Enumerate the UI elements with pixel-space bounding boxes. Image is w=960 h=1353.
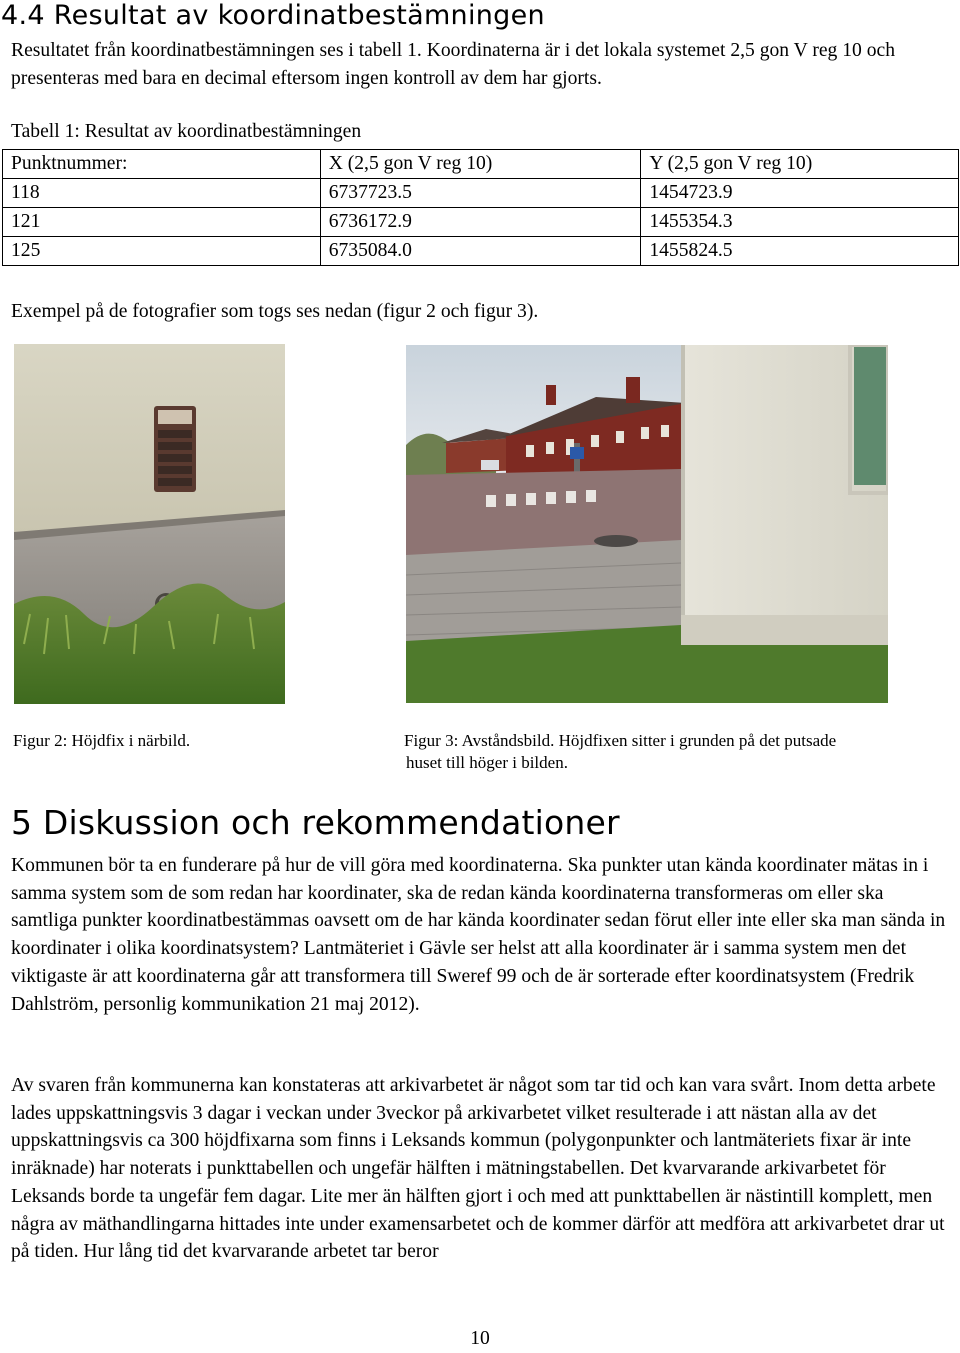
figure-3-caption xyxy=(404,730,944,774)
table-row xyxy=(3,208,959,237)
table-caption: Tabell 1: Resultat av koordinatbestämningen xyxy=(11,121,362,142)
intro-paragraph: Resultatet från koordinatbestämningen ses i tabell 1. Koordinaterna är i det lokala systemet 2,5 gon V reg 10 och presenteras med bara en decimal eftersom ingen kontroll av dem har gjorts. xyxy=(11,40,896,89)
figure-2-caption: Figur 2: Höjdfix i närbild. xyxy=(13,731,191,750)
page-number: 10 xyxy=(470,1328,490,1349)
table-header-row xyxy=(3,150,959,179)
section-heading-5: 5 Diskussion och rekommendationer xyxy=(11,803,620,842)
column-header-point-number: Punktnummer: xyxy=(3,150,321,179)
table-cell-y: 1454723.9 xyxy=(641,179,959,208)
table-cell-point: 121 xyxy=(3,208,321,237)
table-cell-x: 6735084.0 xyxy=(320,237,641,266)
coordinate-results-table xyxy=(2,149,959,266)
figure-2-benchmark-closeup-photo xyxy=(14,344,285,704)
figure-3-distance-view-photo xyxy=(406,345,888,703)
examples-paragraph: Exempel på de fotografier som togs ses nedan (figur 2 och figur 3). xyxy=(11,301,539,322)
table-cell-x: 6737723.5 xyxy=(320,179,641,208)
table-cell-point: 125 xyxy=(3,237,321,266)
table-row xyxy=(3,179,959,208)
table-cell-y: 1455824.5 xyxy=(641,237,959,266)
table-cell-point: 118 xyxy=(3,179,321,208)
column-header-y: Y (2,5 gon V reg 10) xyxy=(641,150,959,179)
table-cell-x: 6736172.9 xyxy=(320,208,641,237)
table-cell-y: 1455354.3 xyxy=(641,208,959,237)
discussion-paragraph-1: Kommunen bör ta en funderare på hur de vill göra med koordinaterna. Ska punkter utan kända koordinater mätas in i samma system som de som redan har koordinater, ska de redan kända koordinaterna transformeras om eller ska samtliga punkter koordinatbestämmas oavsett om de har kända koordinater sedan förut eller inte eller ska man sända in koordinater i olika koordinatsystem? Lantmäteriet i Gävle ser helst att alla koordinater är i samma system men det viktigaste är att koordinaterna går att transformera till Sweref 99 och de är sorterade efter koordinatsystem (Fredrik Dahlström, personlig kommunikation 21 maj 2012). xyxy=(11,855,946,1015)
figure-3-caption-line2: huset till höger i bilden. xyxy=(406,753,568,772)
column-header-x: X (2,5 gon V reg 10) xyxy=(320,150,641,179)
figure-3-caption-line1: Figur 3: Avståndsbild. Höjdfixen sitter i grunden på det putsade xyxy=(404,731,837,750)
section-heading-4-4: 4.4 Resultat av koordinatbestämningen xyxy=(1,0,545,31)
table-row xyxy=(3,237,959,266)
discussion-paragraph-2: Av svaren från kommunerna kan konstateras att arkivarbetet är något som tar tid och kan vara svårt. Inom detta arbete lades uppskattningsvis 3 dagar i veckan under 3veckor på arkivarbetet vilket resulterade i att nästan alla av det uppskattningsvis ca 300 höjdfixarna som finns i Leksands kommun (polygonpunkter och lantmäteriets fixar är inte inräknade) har noterats i punkttabellen och ungefär hälften i mätningstabellen. Det kvarvarande arkivarbetet för Leksands borde ta ungefär fem dagar. Lite mer än hälften gjort i och med att punkttabellen är nästintill komplett, men några av mäthandlingarna hittades inte under examensarbetet och de kommer därför att medföra att arkivarbetet drar ut på tiden. Hur lång tid det kvarvarande arbetet tar beror xyxy=(11,1075,945,1263)
